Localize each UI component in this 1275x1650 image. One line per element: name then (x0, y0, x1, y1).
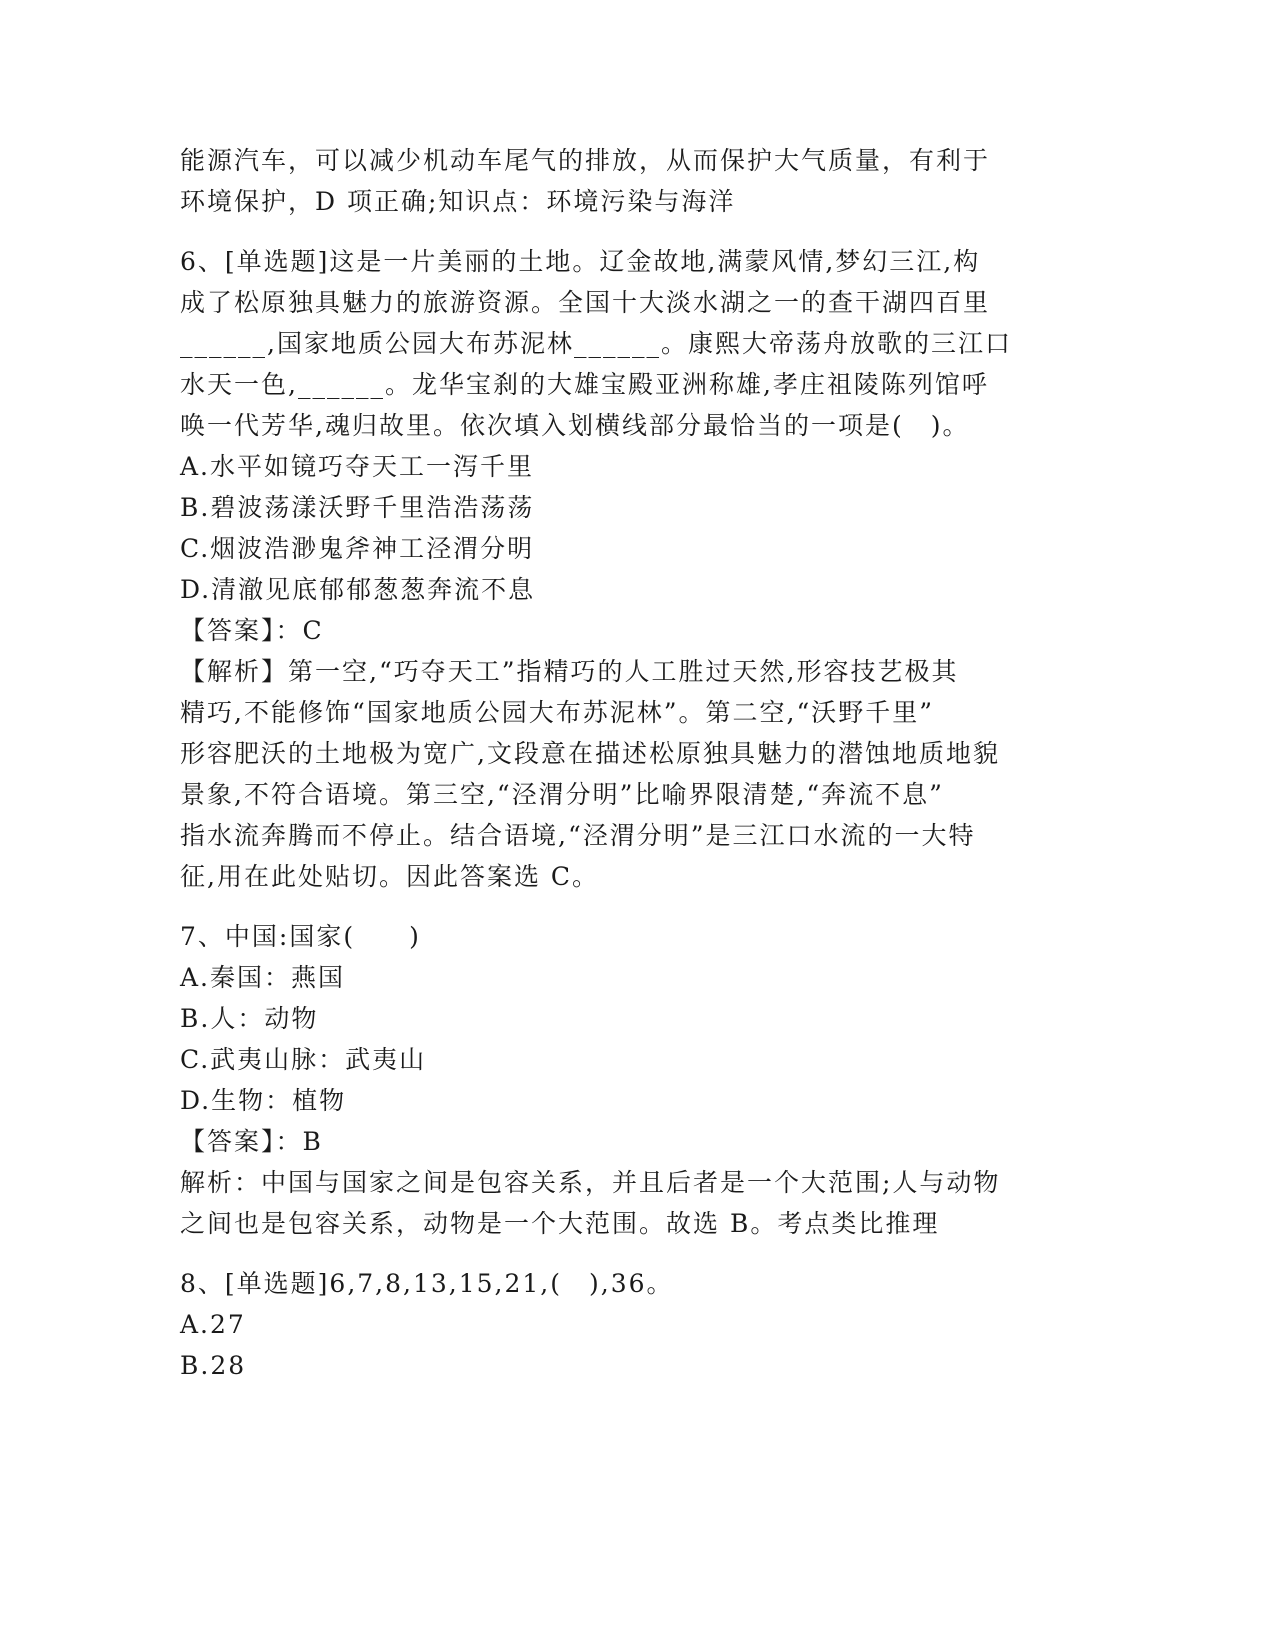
option-a: A.秦国：燕国 (180, 963, 346, 992)
explanation-line: 征,用在此处贴切。因此答案选 C。 (180, 862, 600, 891)
option-d: D.生物：植物 (180, 1086, 347, 1115)
spacer (180, 897, 1040, 916)
question-5-explanation-tail (180, 140, 1040, 222)
option-b: B.人：动物 (180, 1004, 319, 1033)
explanation-line: 【解析】第一空,“巧夺天工”指精巧的人工胜过天然,形容技艺极其 (180, 657, 959, 686)
question-stem-line: 成了松原独具魅力的旅游资源。全国十大淡水湖之一的查干湖四百里 (180, 288, 991, 317)
explanation-line: 形容肥沃的土地极为宽广,文段意在描述松原独具魅力的潜蚀地质地貌 (180, 739, 1000, 768)
option-c: C.武夷山脉：武夷山 (180, 1045, 427, 1074)
question-8 (180, 1263, 1040, 1386)
answer-line: 【答案】：C (180, 616, 324, 645)
explanation-line: 精巧,不能修饰“国家地质公园大布苏泥林”。第二空,“沃野千里” (180, 698, 935, 727)
document-page (180, 140, 1040, 1386)
option-d: D.清澈见底郁郁葱葱奔流不息 (180, 575, 536, 604)
explanation-line: 解析：中国与国家之间是包容关系，并且后者是一个大范围;人与动物 (180, 1168, 1001, 1197)
option-a: A.水平如镜巧夺天工一泻千里 (180, 452, 535, 481)
option-a: A.27 (180, 1310, 246, 1339)
question-7 (180, 916, 1040, 1244)
question-stem-line: ______,国家地质公园大布苏泥林______。康熙大帝荡舟放歌的三江口 (180, 329, 1012, 358)
text-line: 环境保护，D 项正确;知识点：环境污染与海洋 (180, 187, 736, 216)
question-stem-line: 8、[单选题]6,7,8,13,15,21,( ),36。 (180, 1269, 674, 1298)
option-c: C.烟波浩渺鬼斧神工泾渭分明 (180, 534, 535, 563)
question-stem-line: 唤一代芳华,魂归故里。依次填入划横线部分最恰当的一项是( )。 (180, 411, 970, 440)
question-stem-line: 水天一色,______。龙华宝刹的大雄宝殿亚洲称雄,孝庄祖陵陈列馆呼 (180, 370, 989, 399)
explanation-line: 之间也是包容关系，动物是一个大范围。故选 B。考点类比推理 (180, 1209, 940, 1238)
option-b: B.28 (180, 1351, 247, 1380)
answer-line: 【答案】：B (180, 1127, 323, 1156)
text-line: 能源汽车，可以减少机动车尾气的排放，从而保护大气质量，有利于 (180, 146, 991, 175)
option-b: B.碧波荡漾沃野千里浩浩荡荡 (180, 493, 535, 522)
question-stem-line: 6、[单选题]这是一片美丽的土地。辽金故地,满蒙风情,梦幻三江,构 (180, 247, 981, 276)
spacer (180, 1244, 1040, 1263)
spacer (180, 222, 1040, 241)
explanation-line: 景象,不符合语境。第三空,“泾渭分明”比喻界限清楚,“奔流不息” (180, 780, 944, 809)
question-6 (180, 241, 1040, 897)
question-stem-line: 7、中国:国家( ) (180, 922, 421, 951)
explanation-line: 指水流奔腾而不停止。结合语境,“泾渭分明”是三江口水流的一大特 (180, 821, 976, 850)
